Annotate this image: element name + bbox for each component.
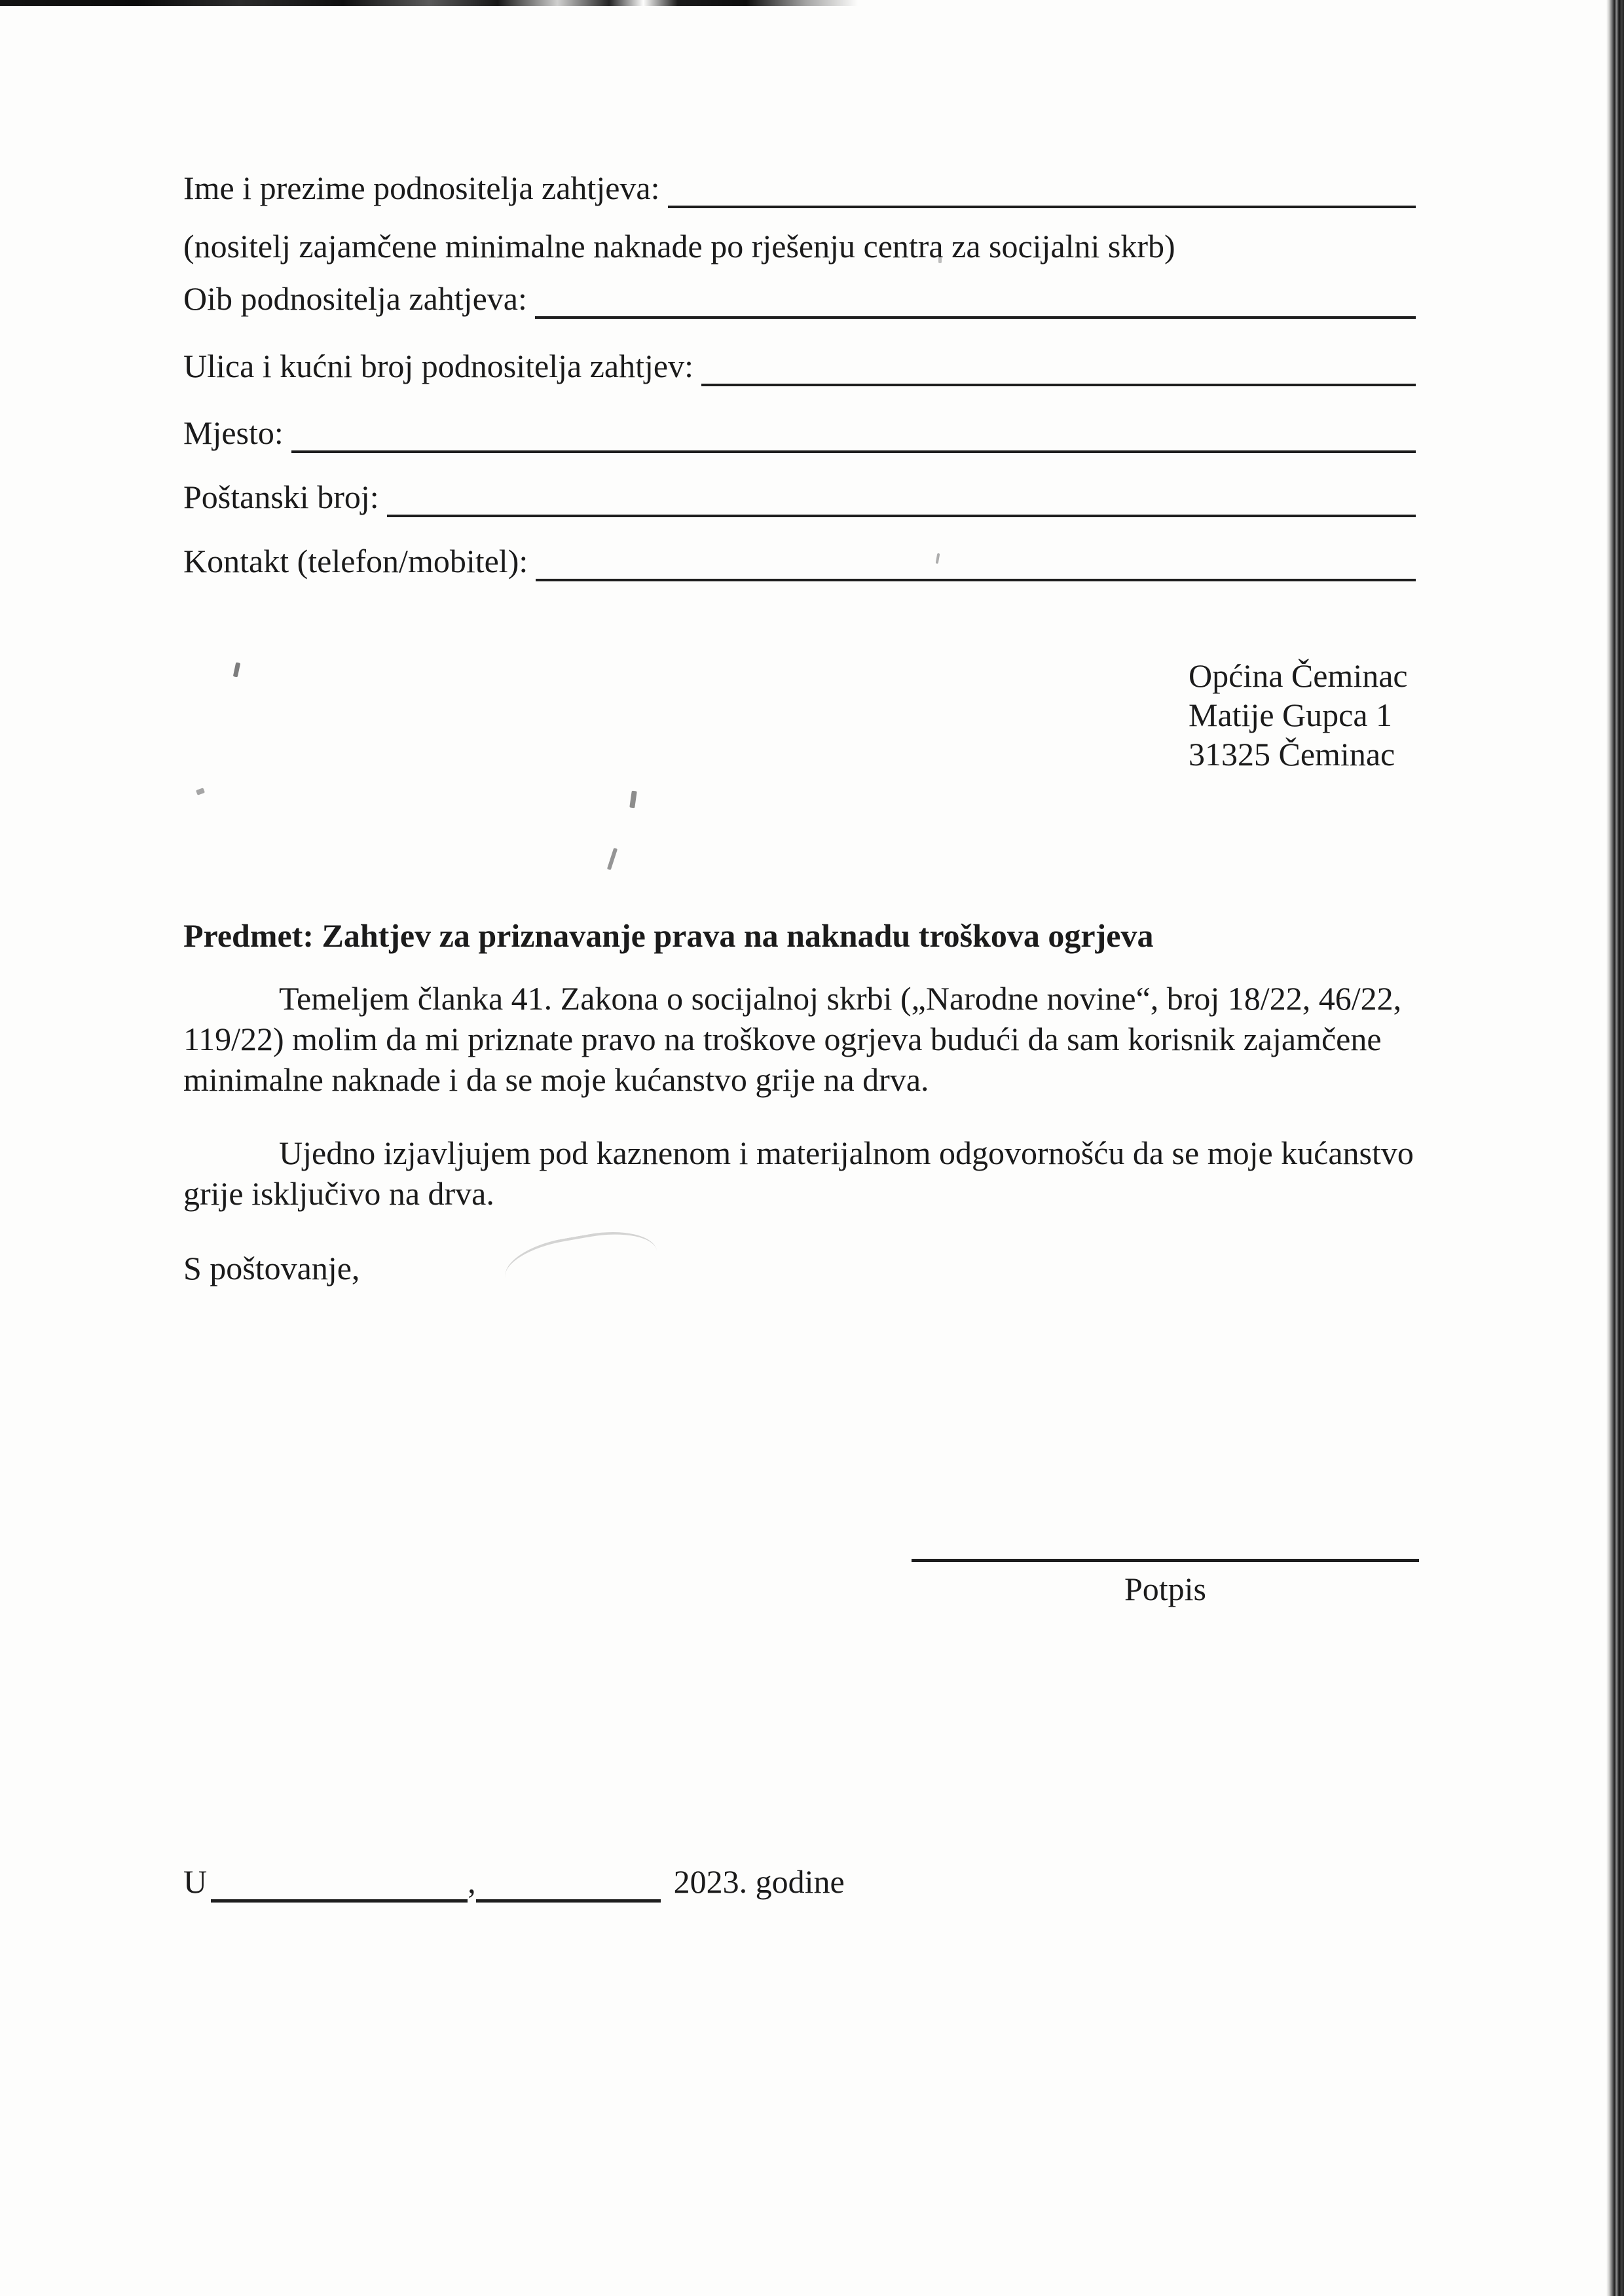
form-field-city bbox=[183, 412, 1416, 453]
form-field-postal-code bbox=[183, 477, 1416, 517]
body-paragraph-2: Ujedno izjavljujem pod kaznenom i materijalnom odgovornošću da se moje kućanstvo grije isključivo na drva. bbox=[183, 1135, 1414, 1212]
scan-edge-artifact-top bbox=[0, 0, 858, 6]
recipient-street: Matije Gupca 1 bbox=[1189, 697, 1393, 733]
scan-edge-artifact-right bbox=[1606, 0, 1624, 2296]
date-blank bbox=[476, 1863, 661, 1903]
field-blank-contact bbox=[536, 543, 1416, 581]
field-label-applicant-name: Ime i prezime podnositelja zahtjeva: bbox=[183, 170, 660, 206]
field-label-postal-code: Poštanski broj: bbox=[183, 479, 379, 515]
date-line-prefix: U bbox=[183, 1863, 208, 1900]
closing-salutation: S poštovanje, bbox=[183, 1250, 360, 1286]
recipient-city: 31325 Čeminac bbox=[1189, 736, 1395, 773]
form-field-applicant-name bbox=[183, 168, 1416, 208]
signature-block bbox=[912, 1559, 1419, 1609]
form-field-street bbox=[183, 346, 1416, 386]
recipient-address-block bbox=[1189, 656, 1408, 774]
field-blank-city bbox=[291, 415, 1416, 453]
field-label-street: Ulica i kućni broj podnositelja zahtjev: bbox=[183, 348, 693, 384]
field-blank-street bbox=[701, 348, 1416, 386]
body-paragraph-1: Temeljem članka 41. Zakona o socijalnoj skrbi („Narodne novine“, broj 18/22, 46/22, 119/22) molim da mi priznate pravo na troškove ogrjeva budući da sam korisnik zajamčene minimalne naknade i da se moje kućanstvo grije na drva. bbox=[183, 980, 1402, 1098]
scan-speck bbox=[233, 663, 240, 678]
field-label-city: Mjesto: bbox=[183, 414, 284, 451]
date-line-year: 2023. godine bbox=[673, 1863, 845, 1900]
scan-smudge-artifact bbox=[500, 1223, 661, 1305]
applicant-name-note: (nositelj zajamčene minimalne naknade po rješenju centra za socijalni skrb) bbox=[183, 228, 1175, 264]
field-label-oib: Oib podnositelja zahtjeva: bbox=[183, 280, 527, 317]
field-label-contact: Kontakt (telefon/mobitel): bbox=[183, 543, 528, 579]
field-blank-applicant-name bbox=[668, 170, 1416, 208]
date-line-separator: , bbox=[468, 1863, 476, 1900]
scan-speck bbox=[196, 788, 205, 795]
form-field-contact bbox=[183, 541, 1416, 581]
form-field-oib bbox=[183, 278, 1416, 319]
subject-line: Predmet: Zahtjev za priznavanje prava na naknadu troškova ogrjeva bbox=[183, 917, 1154, 954]
scan-speck bbox=[607, 848, 618, 870]
scan-speck bbox=[629, 791, 637, 809]
signature-label: Potpis bbox=[1124, 1571, 1207, 1607]
field-blank-oib bbox=[535, 281, 1416, 319]
place-and-date-line bbox=[183, 1861, 845, 1903]
field-blank-postal-code bbox=[387, 479, 1416, 517]
signature-line bbox=[912, 1559, 1419, 1569]
place-blank bbox=[211, 1863, 468, 1903]
recipient-name: Općina Čeminac bbox=[1189, 657, 1408, 694]
